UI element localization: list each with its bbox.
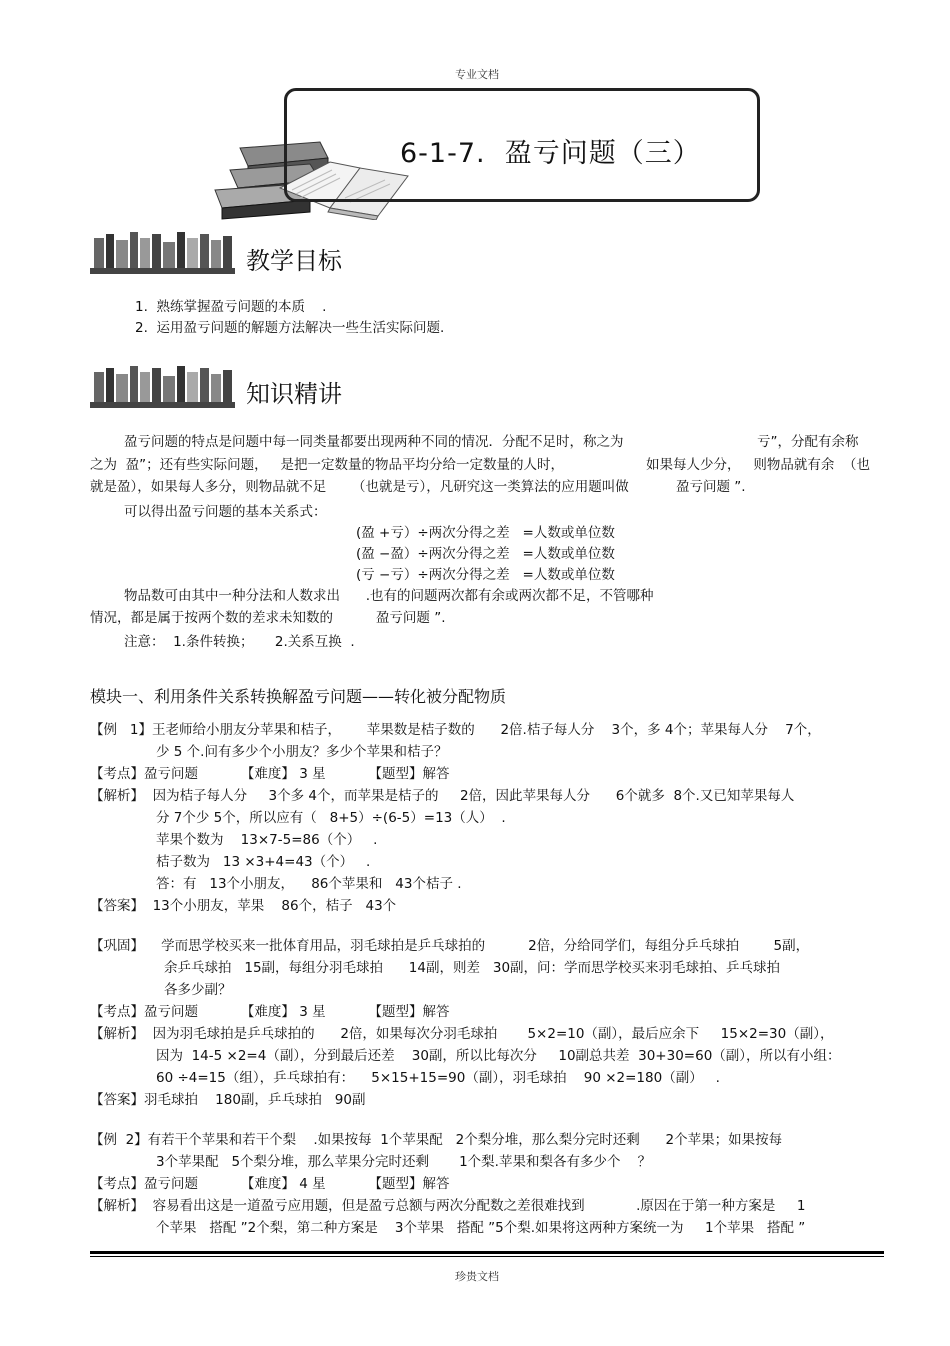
example-line: 桔子数为 13 ×3+4=43（个） . [156,854,371,870]
example-line: 个苹果 搭配 ”2个梨，第二种方案是 3个苹果 搭配 ”5个梨.如果将这两种方案统一为 1个苹果 搭配 ” [156,1220,806,1236]
formula: (盈 +亏）÷两次分得之差 =人数或单位数 [356,525,615,541]
example-meta: 【考点】盈亏问题 【难度】 3 星 【题型】解答 [90,766,450,782]
example-line: 【解析】 因为桔子每人分 3个多 4个，而苹果是桔子的 2倍，因此苹果每人分 6个就多 8个.又已知苹果每人 [90,788,795,804]
example-answer: 【答案】 13个小朋友，苹果 86个，桔子 43个 [90,898,397,914]
example-line: 【解析】 因为羽毛球拍是乒乓球拍的 2倍，如果每次分羽毛球拍 5×2=10（副），最后应余下 15×2=30（副）， [90,1026,834,1042]
section-title-knowledge: 知识精讲 [246,380,342,408]
page-title: 6-1-7. 盈亏问题（三） [400,138,701,169]
example-line: 3个苹果配 5个梨分堆，那么苹果分完时还剩 1个梨.苹果和梨各有多少个 ？ [156,1154,652,1170]
example-line: 【例 2】有若干个苹果和若干个梨 .如果按每 1个苹果配 2个梨分堆，那么梨分完时还剩 2个苹果；如果按每 [90,1132,783,1148]
formula: (亏 −亏）÷两次分得之差 =人数或单位数 [356,567,615,583]
paragraph-line: 如果每人少分， 则物品就有余 （也 [646,457,870,473]
example-line: 因为 14-5 ×2=4（副），分到最后还差 30副，所以比每次分 10副总共差 30+30=60（副），所以有小组： [156,1048,841,1064]
objective-item: 1. 熟练掌握盈亏问题的本质 . [135,299,327,315]
paragraph-line: 就是盈），如果每人多分，则物品就不足 （也就是亏），凡研究这一类算法的应用题叫做 盈亏问题 ”. [90,479,746,495]
formula: (盈 −盈）÷两次分得之差 =人数或单位数 [356,546,615,562]
example-meta: 【考点】盈亏问题 【难度】 4 星 【题型】解答 [90,1176,450,1192]
example-line: 少 5 个.问有多少个小朋友？多少个苹果和桔子？ [156,744,448,760]
module-title: 模块一、利用条件关系转换解盈亏问题——转化被分配物质 [90,687,507,706]
example-line: 苹果个数为 13×7-5=86（个） . [156,832,378,848]
paragraph-line: 盈亏问题的特点是问题中每一同类量都要出现两种不同的情况．分配不足时，称之为 [124,434,624,450]
paragraph-line: 亏”，分配有余称 [757,434,859,450]
paragraph-line: 物品数可由其中一种分法和人数求出 .也有的问题两次都有余或两次都不足，不管哪种 [124,588,654,604]
example-line: 各多少副？ [164,982,232,998]
paragraph-line: 之为 盈”；还有些实际问题， 是把一定数量的物品平均分给一定数量的人时， [90,457,564,473]
note-line: 注意： 1.条件转换； 2.关系互换 . [124,634,355,650]
example-line: 【解析】 容易看出这是一道盈亏应用题，但是盈亏总额与两次分配数之差很难找到 .原因在于第一种方案是 1 [90,1198,806,1214]
example-line: 【例 1】王老师给小朋友分苹果和桔子， 苹果数是桔子数的 2倍.桔子每人分 3个，多 4个；苹果每人分 7个， [90,722,821,738]
paragraph-line: 可以得出盈亏问题的基本关系式： [124,504,327,520]
bookshelf-banner-icon [90,362,235,410]
example-answer: 【答案】羽毛球拍 180副，乒乓球拍 90副 [90,1092,366,1108]
page-header: 专业文档 [455,68,499,81]
example-line: 【巩固】 学而思学校买来一批体育用品，羽毛球拍是乒乓球拍的 2倍，分给同学们，每组分乒乓球拍 5副， [90,938,810,954]
page-footer: 珍贵文档 [455,1270,499,1283]
example-line: 答：有 13个小朋友， 86个苹果和 43个桔子 . [156,876,462,892]
example-line: 60 ÷4=15（组），乒乓球拍有： 5×15+15=90（副），羽毛球拍 90 ×2=180（副） . [156,1070,720,1086]
footer-rule [90,1251,884,1254]
footer-rule-thin [90,1256,884,1257]
section-title-objectives: 教学目标 [246,247,342,275]
paragraph-line: 情况，都是属于按两个数的差求未知数的 盈亏问题 ”. [90,610,446,626]
bookshelf-banner-icon [90,228,235,276]
example-meta: 【考点】盈亏问题 【难度】 3 星 【题型】解答 [90,1004,450,1020]
objective-item: 2. 运用盈亏问题的解题方法解决一些生活实际问题. [135,320,445,336]
example-line: 分 7个少 5个，所以应有（ 8+5）÷(6-5）=13（人） . [156,810,506,826]
example-line: 余乒乓球拍 15副，每组分羽毛球拍 14副，则差 30副，问：学而思学校买来羽毛球拍、乒乓球拍 [164,960,781,976]
